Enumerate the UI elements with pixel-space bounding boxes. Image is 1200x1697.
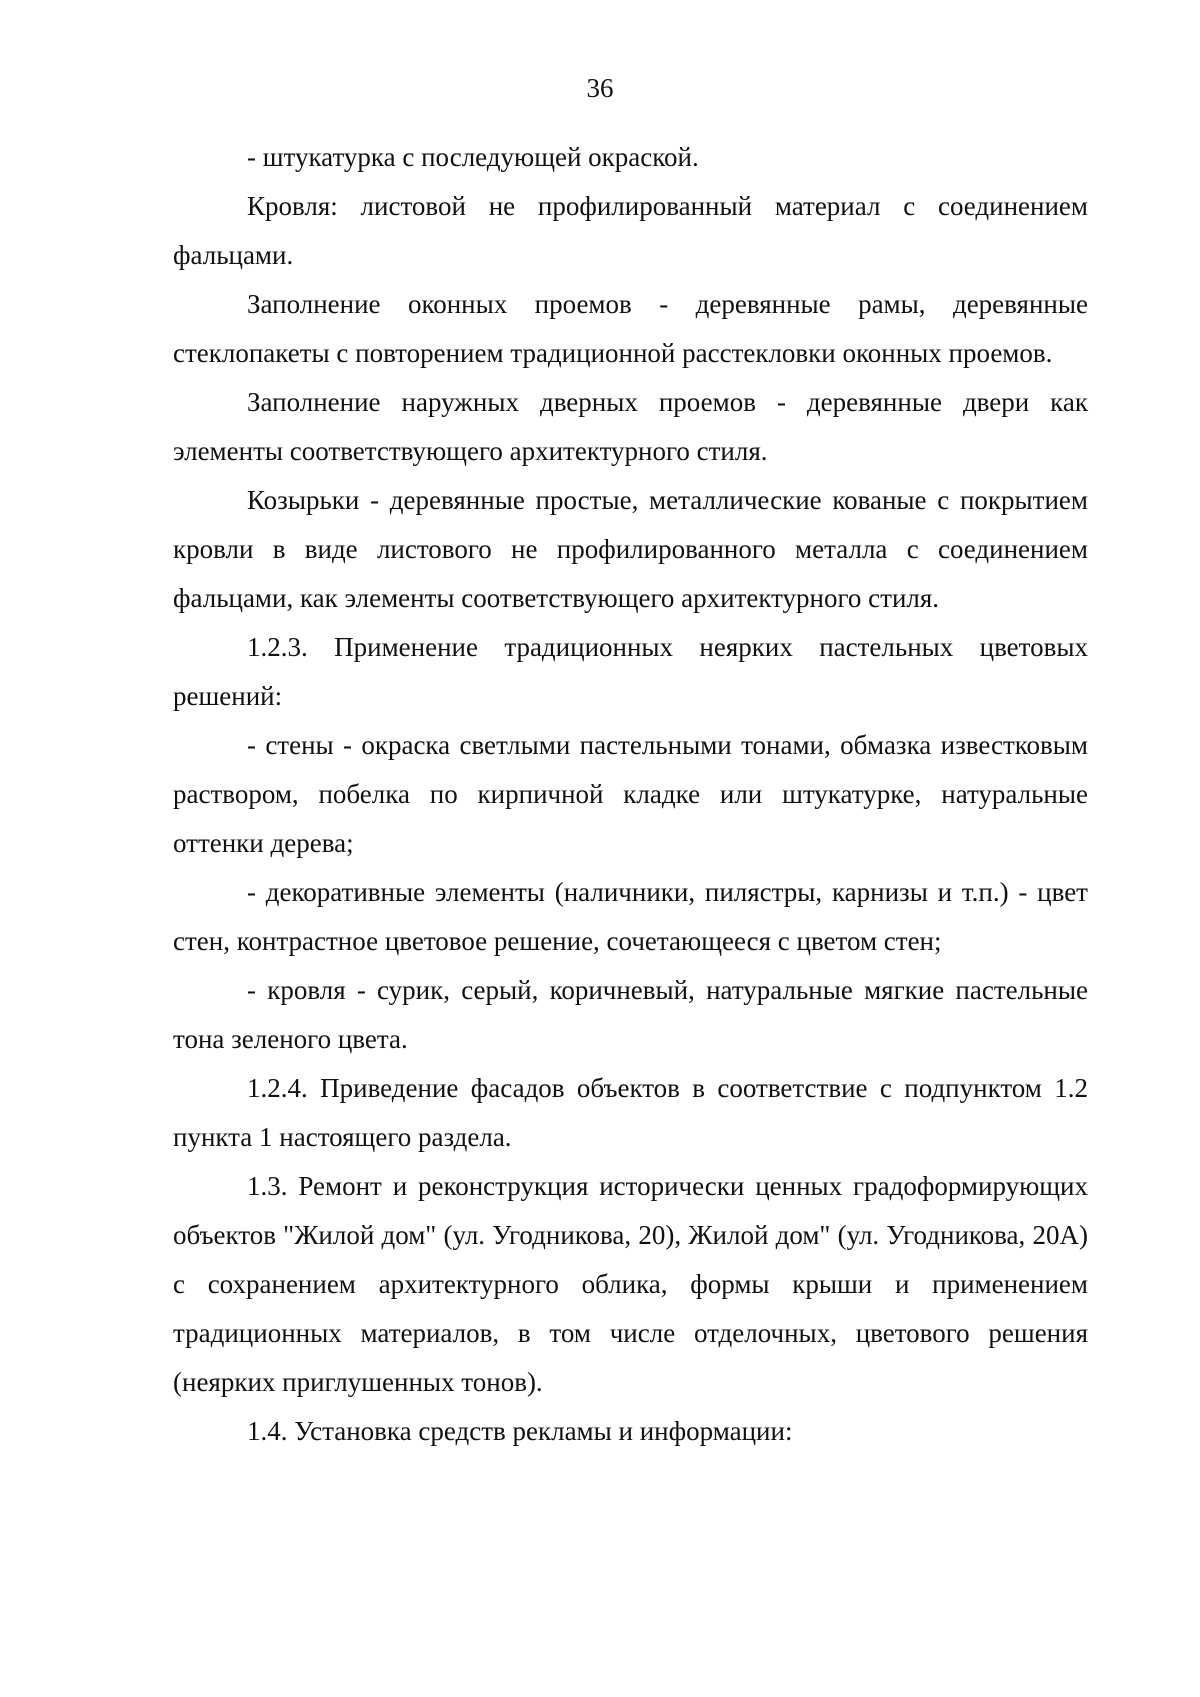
paragraph-decorative-elements: - декоративные элементы (наличники, пилястры, карнизы и т.п.) - цвет стен, контрастное цветовое решение, сочетающееся с цветом стен; — [173, 877, 1088, 956]
page-number: 36 — [586, 73, 614, 103]
paragraph-canopies: Козырьки - деревянные простые, металлические кованые с покрытием кровли в виде листового не профилированного металла с соединением фальцами, как элементы соответствующего архитектурного стиля. — [173, 485, 1088, 613]
paragraph-roof: Кровля: листовой не профилированный материал с соединением фальцами. — [173, 191, 1088, 270]
paragraph-window-openings: Заполнение оконных проемов - деревянные рамы, деревянные стеклопакеты с повторением традиционной расстекловки оконных проемов. — [173, 289, 1088, 368]
paragraph-1-2-3: 1.2.3. Применение традиционных неярких пастельных цветовых решений: — [173, 632, 1088, 711]
paragraph-1-2-4: 1.2.4. Приведение фасадов объектов в соответствие с подпунктом 1.2 пункта 1 настоящего раздела. — [173, 1073, 1088, 1152]
paragraph-plaster: - штукатурка с последующей окраской. — [247, 142, 699, 172]
document-body — [173, 133, 1088, 1456]
paragraph-door-openings: Заполнение наружных дверных проемов - деревянные двери как элементы соответствующего архитектурного стиля. — [173, 387, 1088, 466]
paragraph-walls: - стены - окраска светлыми пастельными тонами, обмазка известковым раствором, побелка по кирпичной кладке или штукатурке, натуральные оттенки дерева; — [173, 730, 1088, 858]
paragraph-1-4: 1.4. Установка средств рекламы и информации: — [247, 1416, 793, 1446]
paragraph-roof-colors: - кровля - сурик, серый, коричневый, натуральные мягкие пастельные тона зеленого цвета. — [173, 975, 1088, 1054]
paragraph-1-3: 1.3. Ремонт и реконструкция исторически ценных градоформирующих объектов "Жилой дом" (ул. Угодникова, 20), Жилой дом" (ул. Угодникова, 20А) с сохранением архитектурного облика, формы крыши и применением традиционных материалов, в том числе отделочных, цветового решения (неярких приглушенных тонов). — [173, 1171, 1088, 1397]
